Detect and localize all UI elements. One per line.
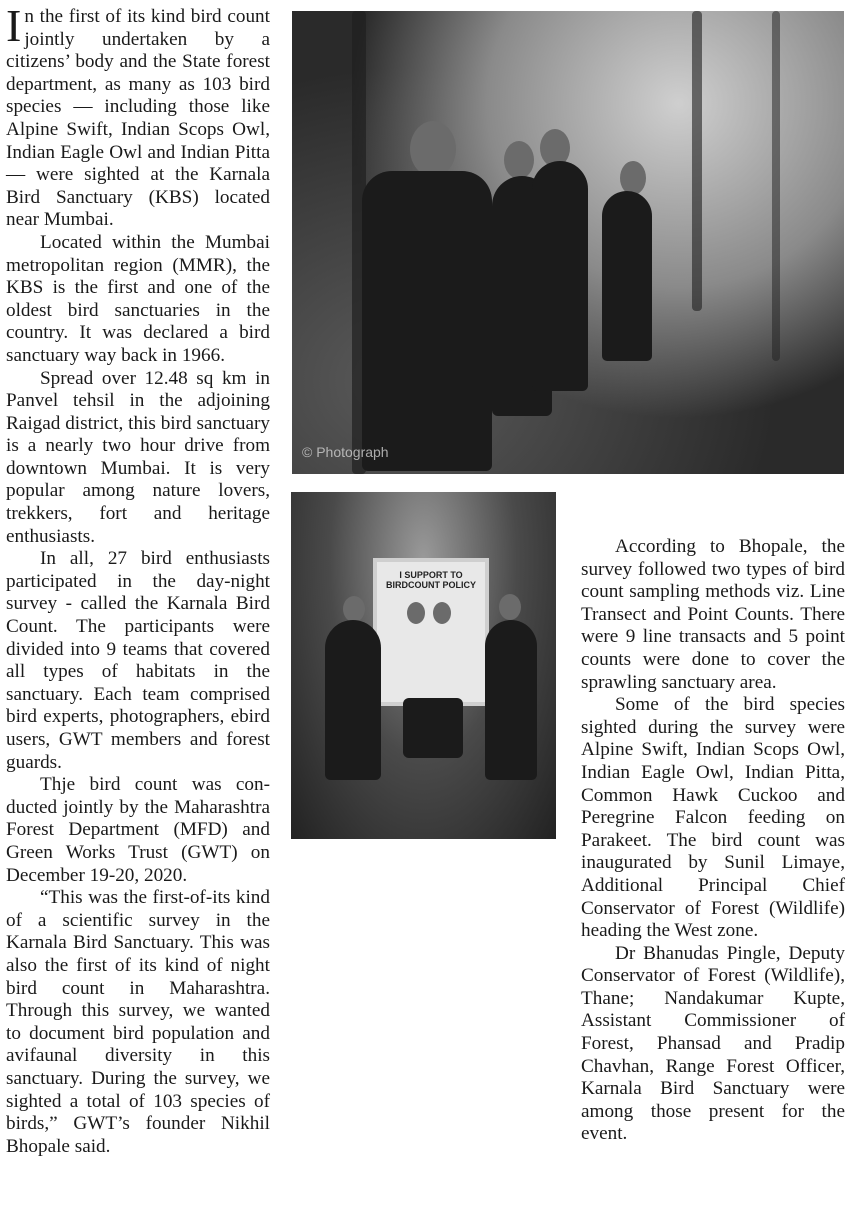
article-paragraph: Some of the bird species sighted during the survey were Alpine Swift, Indian Scops Owl, Indian Eagle Owl, Indian Pitta, Common Hawk Cuckoo and Peregrine Falcon feeding on Parakeet. The bird count was inaugurated by Sunil Limaye, Additional Principal Chief Conservator of Forest (Wildlife) heading the West zone.: [581, 694, 845, 942]
placard-board: [373, 558, 489, 706]
tree-trunk: [692, 11, 702, 311]
article-paragraph: Located within the Mumbai metropolitan region (MMR), the KBS is the first and one of the oldest bird sanctuaries in the country. It was declared a bird sanctuary way back in 1966.: [6, 231, 270, 366]
person-head: [433, 602, 451, 624]
person-head: [499, 594, 521, 620]
person-head: [407, 602, 425, 624]
tree-trunk: [772, 11, 780, 361]
person-figure: [602, 191, 652, 361]
article-paragraph: According to Bhopale, the survey followed two types of bird count sampling methods viz. Line Transect and Point Counts. There were 9 line transacts and 5 point counts were done to cover the sprawling sanctuary area.: [581, 536, 845, 693]
article-paragraph: Spread over 12.48 sq km in Panvel tehsil in the adjoining Raigad district, this bird sanctuary is a nearly two hour drive from downtown Mumbai. It is very popular among nature lovers, trekkers, fort and heritage enthusiasts.: [6, 367, 270, 547]
article-paragraph: In all, 27 bird enthusiasts participated in the day-night survey - called the Karnala Bird Count. The participants were divided into 9 teams that covered all types of habitats in the sanctuary. Each team comprised bird experts, photographers, ebird users, GWT members and forest guards.: [6, 548, 270, 773]
person-figure: [403, 698, 463, 758]
photo-group-with-board: [291, 492, 556, 839]
person-head: [620, 161, 646, 195]
person-head: [504, 141, 534, 179]
drop-cap: I: [6, 0, 22, 51]
placard-text: I SUPPORT TO BIRDCOUNT POLICY: [386, 570, 476, 590]
article-paragraph: In the first of its kind bird count jointly undertaken by a citizens’ body and the State forest department, as many as 103 bird species — including those like Alpine Swift, Indian Scops Owl, Indian Eagle Owl and Indian Pitta — were sighted at the Karnala Bird Sanctuary (KBS) located near Mumbai.: [6, 0, 270, 231]
person-figure: [362, 171, 492, 471]
article-paragraph: Dr Bhanudas Pingle, Deputy Conservator of Forest (Wildlife), Thane; Nandakumar Kupte, Assistant Commissioner of Forest, Phansad and Pradip Chavhan, Range Forest Officer, Karnala Bird Sanctuary were among those present for the event.: [581, 942, 845, 1145]
person-figure: [485, 620, 537, 780]
photo-birdwatchers-forest: [292, 11, 844, 474]
person-head: [410, 121, 456, 177]
article-column-left: [6, 0, 270, 1158]
person-head: [343, 596, 365, 622]
article-paragraph: Thje bird count was conducted jointly by the Maharashtra Forest Department (MFD) and Green Works Trust (GWT) on December 19-20, 2020.: [6, 774, 270, 886]
article-column-right: [581, 536, 845, 1146]
person-figure: [532, 161, 588, 391]
person-figure: [325, 620, 381, 780]
photo-watermark: © Photograph: [302, 444, 389, 460]
article-paragraph: “This was the first-of-its kind of a scientific survey in the Karnala Bird Sanctuary. This was also the first of its kind of night bird count in Maharashtra. Through this survey, we wanted to document bird population and avifaunal diversity in this sanctuary. During the survey, we sighted a total of 103 species of birds,” GWT’s founder Nikhil Bhopale said.: [6, 887, 270, 1157]
